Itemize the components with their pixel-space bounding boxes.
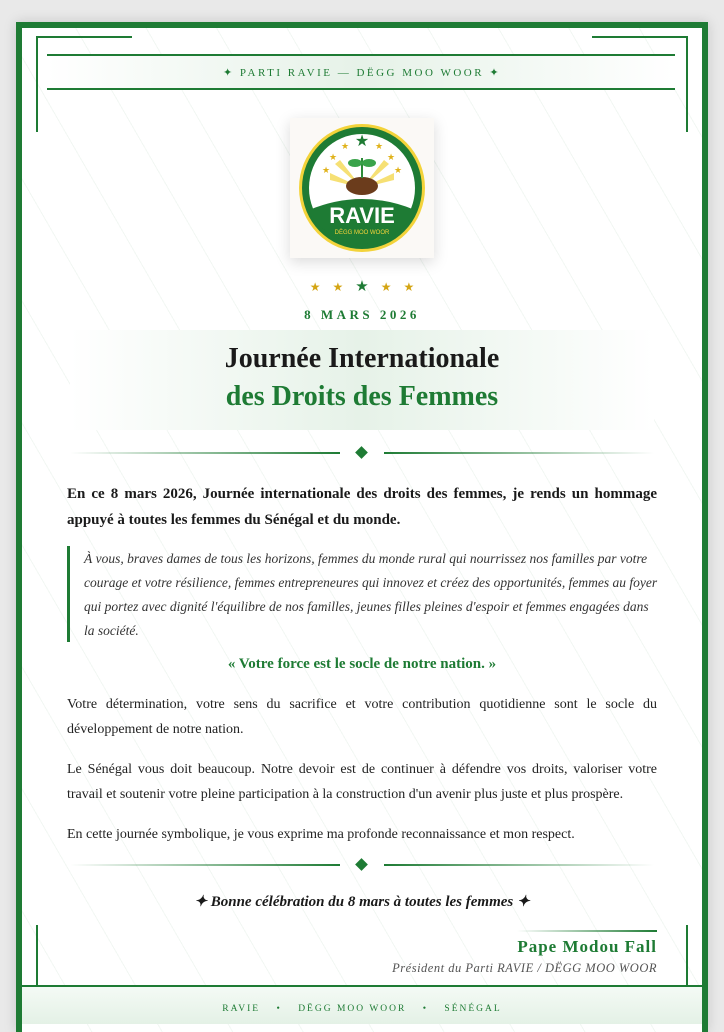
title-line-1: Journée Internationale <box>224 343 500 374</box>
ornamental-divider <box>70 859 654 871</box>
highlight-quote: « Votre force est le socle de notre nation. » <box>227 656 497 672</box>
header-rule-bottom <box>47 88 675 90</box>
footer-item: RAVIE <box>222 1004 261 1014</box>
signature-rule <box>517 930 657 932</box>
svg-text:★: ★ <box>393 165 403 175</box>
svg-text:★: ★ <box>354 133 370 150</box>
star-row <box>0 277 724 296</box>
intro-paragraph: En ce 8 mars 2026, Journée internationale des droits des femmes, je rends un hommage appuyé à toutes les femmes du Sénégal et du monde. <box>67 486 657 528</box>
star-icon: ★ <box>380 280 404 294</box>
body-paragraph: Le Sénégal vous doit beaucoup. Notre devoir est de continuer à défendre vos droits, valoriser votre travail et soutenir votre pleine participation à la construction d'un avenir plus juste et plus prospère. <box>67 762 657 802</box>
star-icon: ★ <box>309 280 333 294</box>
svg-text:★: ★ <box>321 165 331 175</box>
blockquote-bar <box>67 546 70 642</box>
svg-text:★: ★ <box>328 152 338 162</box>
party-logo <box>290 118 434 258</box>
blockquote: À vous, braves dames de tous les horizons, femmes du monde rural qui nourrissez nos familles par votre courage et votre résilience, femmes entrepreneures qui innovez et créez des opportunités, femmes au foyer qui portez avec dignité l'équilibre de nos familles, jeunes filles pleines d'espoir et femmes engagées dans la société. <box>84 551 658 638</box>
star-icon: ★ <box>355 279 381 295</box>
svg-text:DËGG MOO WOOR: DËGG MOO WOOR <box>334 230 390 236</box>
event-date: 8 MARS 2026 <box>304 307 420 322</box>
title-line-2: des Droits des Femmes <box>225 381 499 412</box>
svg-text:★: ★ <box>386 152 396 162</box>
body-paragraph: En cette journée symbolique, je vous exprime ma profonde reconnaissance et mon respect. <box>67 827 575 842</box>
footer-text <box>0 1004 724 1014</box>
closing-line: ✦ Bonne célébration du 8 mars à toutes les femmes ✦ <box>194 894 530 910</box>
star-icon: ★ <box>332 280 356 294</box>
diamond-icon <box>355 858 368 871</box>
header-banner: ✦ PARTI RAVIE — DËGG MOO WOOR ✦ <box>222 67 502 79</box>
signatory-name: Pape Modou Fall <box>517 937 657 956</box>
footer-item: SÉNÉGAL <box>444 1004 502 1014</box>
footer-item: DËGG MOO WOOR <box>298 1004 407 1014</box>
bullet-icon: • <box>276 1004 282 1014</box>
body-paragraph: Votre détermination, votre sens du sacrifice et votre contribution quotidienne sont le socle du développement de notre nation. <box>67 697 657 737</box>
star-icon: ★ <box>403 280 427 294</box>
svg-text:★: ★ <box>374 141 384 151</box>
diamond-icon <box>355 446 368 459</box>
bullet-icon: • <box>422 1004 429 1014</box>
logo-wordmark: RAVIE <box>329 203 395 228</box>
signatory-title: Président du Parti RAVIE / DËGG MOO WOOR <box>392 961 657 975</box>
header-rule-top <box>47 54 675 56</box>
ornamental-divider <box>70 447 654 459</box>
svg-text:★: ★ <box>340 141 350 151</box>
